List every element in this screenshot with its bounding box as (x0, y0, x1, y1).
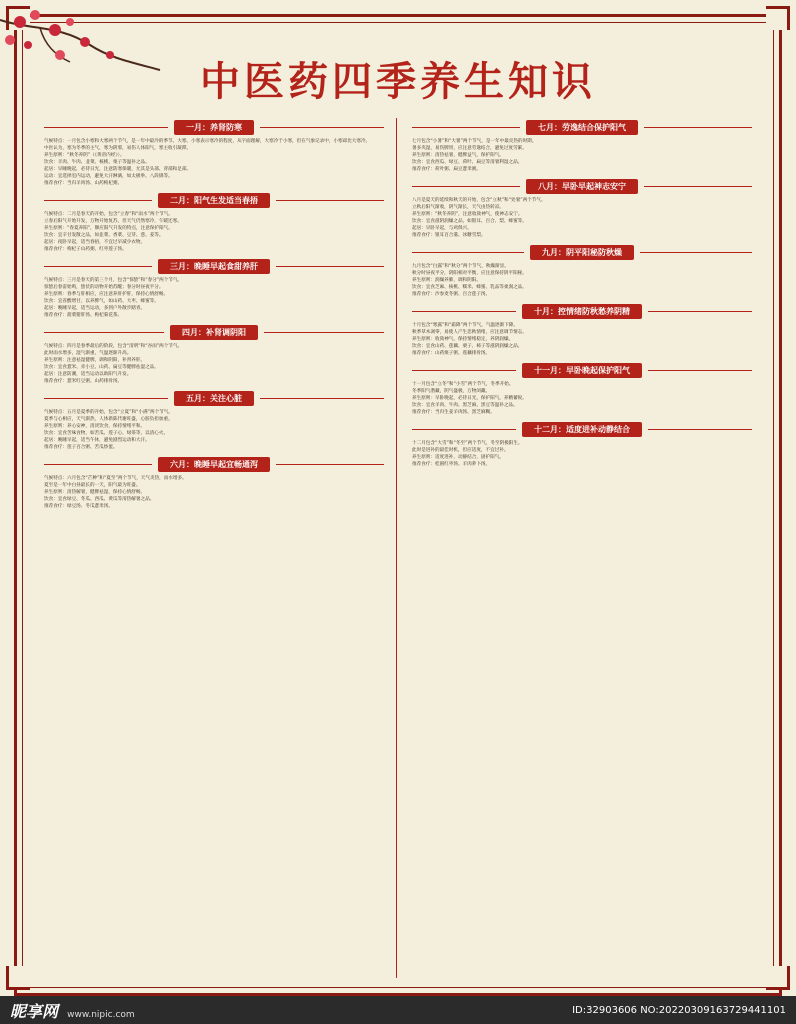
section-heading-row (44, 457, 384, 472)
heading-rule (264, 332, 384, 333)
section-paragraph: 饮食：宜食苦味食物，如苦瓜、莲子心、绿茶等，以清心火。 (44, 431, 169, 436)
section-paragraph: 运动：宜选择室内运动，避免大汗淋漓，如太极拳、八段锦等。 (44, 174, 173, 179)
section-heading: 七月：劳逸结合保护阳气 (526, 120, 638, 135)
heading-rule (276, 200, 384, 201)
section-paragraph: 冬季阳气潜藏，阴气盛极，万物闭藏。 (412, 389, 491, 394)
heading-rule (44, 200, 152, 201)
section-paragraph: 养生原则：润燥养肺，调和阴阳。 (412, 278, 481, 283)
heading-rule (648, 429, 752, 430)
section-paragraph: 惊蛰后春雷始鸣，蛰伏的动物开始苏醒；春分时昼夜平分。 (44, 285, 164, 290)
section-paragraph: 立秋后阳气渐收，阴气渐长，天气由热转凉。 (412, 205, 504, 210)
section-paragraph: 气候特点：六月包含“芒种”和“夏至”两个节气，天气炎热，雨水增多。 (44, 476, 187, 481)
heading-rule (644, 127, 752, 128)
section-heading-row (44, 325, 384, 340)
section-paragraph: 养生原则：适度进补，动静结合，固护阳气。 (412, 455, 504, 460)
heading-rule (44, 127, 168, 128)
footer-logo: 昵享网 (10, 1001, 59, 1021)
section-paragraph: 十一月包含“立冬”和“小雪”两个节气，冬季开始。 (412, 382, 514, 387)
section-heading: 三月：晚睡早起食甜养肝 (158, 259, 270, 274)
heading-rule (648, 370, 752, 371)
month-section (44, 457, 384, 510)
section-paragraph: 养生原则：养心安神，清淡饮食，保持情绪平和。 (44, 424, 146, 429)
section-heading-row (44, 259, 384, 274)
section-paragraph: 推荐食疗：绿豆汤、冬瓜薏米汤。 (44, 504, 113, 509)
heading-rule (644, 186, 752, 187)
section-paragraph: 养生原则：收敛神气，保持情绪稳定，养阴润燥。 (412, 337, 514, 342)
section-paragraph: 推荐食疗：菠菜猪肝汤、枸杞菊花茶。 (44, 313, 123, 318)
section-paragraph: 养生原则：注意祛湿健脾，调和阴阳，补肾养肝。 (44, 358, 146, 363)
section-paragraph: 推荐食疗：沙参麦冬粥、百合莲子汤。 (412, 292, 491, 297)
section-paragraph: 养生原则：清热祛暑，健脾益气，保护阳气。 (412, 153, 504, 158)
watermark-footer (0, 996, 796, 1024)
page-title: 中医药四季养生知识 (200, 58, 596, 105)
section-paragraph: 饮食：宜食薏米、赤小豆、山药、扁豆等健脾祛湿之品。 (44, 365, 159, 370)
section-paragraph: 夏季与心相应，天气渐热，人体新陈代谢旺盛，心脏负担加重。 (44, 417, 173, 422)
section-heading: 十一月：早卧晚起保护阳气 (522, 363, 642, 378)
section-paragraph: 养生原则：“秋冬养阴”，注意收敛神气，使神志安宁。 (412, 212, 523, 217)
footer-logo-group (10, 999, 135, 1022)
heading-rule (276, 464, 384, 465)
section-heading-row (412, 304, 752, 319)
section-heading: 五月：关注心脏 (174, 391, 254, 406)
month-section (412, 422, 752, 468)
heading-rule (412, 252, 524, 253)
section-heading: 六月：晚睡早起宜畅通泻 (158, 457, 270, 472)
section-heading-row (412, 422, 752, 437)
section-heading: 十月：控情绪防秋愁养阴精 (522, 304, 642, 319)
section-paragraph: 此时是进补的最佳时机，但应适度，不宜过补。 (412, 448, 509, 453)
month-section (44, 259, 384, 319)
right-column (412, 118, 752, 474)
section-paragraph: 秋分时昼夜平分，阴阳相对平衡，应注意保持阴平阳秘。 (412, 271, 527, 276)
section-paragraph: 养生原则：清热解暑，健脾祛湿，保持心情舒畅。 (44, 490, 146, 495)
heading-rule (276, 266, 384, 267)
section-paragraph: 饮食：宜食羊肉、牛肉、黑芝麻、黑豆等温补之品。 (412, 403, 518, 408)
month-section (412, 120, 752, 173)
heading-rule (260, 398, 384, 399)
section-paragraph: 推荐食疗：银耳百合羹、冰糖雪梨。 (412, 233, 486, 238)
corner-ornament (6, 966, 30, 990)
section-paragraph: 十月包含“寒露”和“霜降”两个节气，气温逐渐下降。 (412, 323, 518, 328)
section-heading: 一月：养肾防寒 (174, 120, 254, 135)
section-paragraph: 起居：早卧早起，与鸡俱兴。 (412, 226, 472, 231)
section-paragraph: 气候特点：五月是夏季的开始，包含“立夏”和“小满”两个节气。 (44, 410, 173, 415)
heading-rule (44, 266, 152, 267)
month-section (44, 120, 384, 187)
section-heading: 二月：阳气生发适当春捂 (158, 193, 270, 208)
section-paragraph: 饮食：宜食西瓜、绿豆、荷叶、扁豆等清暑利湿之品。 (412, 160, 523, 165)
heading-rule (412, 429, 516, 430)
corner-ornament (766, 966, 790, 990)
section-paragraph: 推荐食疗：当归羊肉汤、山药枸杞粥。 (44, 181, 123, 186)
month-section (412, 363, 752, 416)
section-paragraph: 推荐食疗：桂圆红枣汤、羊肉萝卜汤。 (412, 462, 491, 467)
section-heading-row (412, 120, 752, 135)
section-heading: 四月：补肾调阴阳 (170, 325, 258, 340)
section-paragraph: 饮食：宜食山药、莲藕、栗子、柿子等滋阴润燥之品。 (412, 344, 523, 349)
section-paragraph: 起居：早睡晚起，必待日光，注意防寒保暖，尤其是头部、背部和足部。 (44, 167, 192, 172)
heading-rule (648, 311, 752, 312)
footer-logo-sub: www.nipic.com (67, 1009, 135, 1020)
heading-rule (412, 127, 520, 128)
section-paragraph: 推荐食疗：当归生姜羊肉汤、黑芝麻糊。 (412, 410, 495, 415)
heading-rule (412, 311, 516, 312)
section-paragraph: 八月是夏天的延续和秋天的开始，包含“立秋”和“处暑”两个节气。 (412, 198, 546, 203)
heading-rule (44, 398, 168, 399)
section-paragraph: 推荐食疗：山药栗子粥、莲藕排骨汤。 (412, 351, 491, 356)
section-paragraph: 起居：晚睡早起，适当午休，避免剧烈运动和大汗。 (44, 438, 150, 443)
month-section (44, 193, 384, 253)
column-divider (396, 118, 397, 978)
section-paragraph: 九月包含“白露”和“秋分”两个节气，秋燥渐显。 (412, 264, 509, 269)
section-paragraph: 起居：夜卧早起，适当春捂，不宜过早减少衣物。 (44, 240, 146, 245)
section-paragraph: 推荐食疗：枸杞子山药粥、红枣莲子汤。 (44, 247, 127, 252)
section-paragraph: 饮食：宜省酸增甘，以养脾气，如山药、大枣、蜂蜜等。 (44, 299, 159, 304)
section-paragraph: 立春后阳气开始升发，万物开始复苏，但天气仍然寒冷，乍暖还寒。 (44, 219, 182, 224)
section-paragraph: 饮食：宜辛甘发散之品，如韭菜、香菜、豆芽、葱、姜等。 (44, 233, 164, 238)
section-heading-row (412, 245, 752, 260)
section-heading-row (44, 391, 384, 406)
heading-rule (44, 332, 164, 333)
section-paragraph: 中医认为，寒为冬季的主气，寒为阴邪，易伤人体阳气，寒主收引凝滞。 (44, 146, 192, 151)
section-paragraph: 秋季草木凋零，易使人产生悲秋情绪，应注意调节情志。 (412, 330, 527, 335)
left-column (44, 118, 384, 516)
month-section (412, 179, 752, 239)
section-heading: 九月：阴平阳秘防秋燥 (530, 245, 634, 260)
heading-rule (412, 186, 520, 187)
section-heading: 十二月：适度进补动静结合 (522, 422, 642, 437)
heading-rule (260, 127, 384, 128)
section-paragraph: 此时雨水增多，湿气渐重，气温逐渐升高。 (44, 351, 132, 356)
section-paragraph: 气候特点：二月是春天的开始，包含“立春”和“雨水”两个节气。 (44, 212, 173, 217)
heading-rule (44, 464, 152, 465)
section-paragraph: 夏至是一年中白昼最长的一天，阳气最为旺盛。 (44, 483, 141, 488)
section-paragraph: 十二月包含“大雪”和“冬至”两个节气，冬至阴极阳生。 (412, 441, 523, 446)
month-section (44, 325, 384, 385)
section-heading-row (44, 120, 384, 135)
section-heading-row (44, 193, 384, 208)
heading-rule (640, 252, 752, 253)
section-paragraph: 气候特点：一月包含小寒和大寒两个节气，是一年中最冷的季节。大寒、小寒表示寒冷的程度，从字面理解，大寒冷于小寒，但在气象记录中，小寒却比大寒冷。 (44, 139, 371, 144)
section-paragraph: 七月包含“小暑”和“大暑”两个节气，是一年中最炎热的时期。 (412, 139, 537, 144)
footer-id: ID:32903606 NO:20220309163729441101 (572, 1004, 786, 1016)
corner-ornament (766, 6, 790, 30)
month-section (412, 245, 752, 298)
section-heading: 八月：早卧早起神志安宁 (526, 179, 638, 194)
section-paragraph: 饮食：宜食滋阴润燥之品，如银耳、百合、梨、蜂蜜等。 (412, 219, 527, 224)
section-paragraph: 气候特点：三月是春天的第三个月，包含“惊蛰”和“春分”两个节气。 (44, 278, 183, 283)
section-paragraph: 饮食：宜食芝麻、核桃、糯米、蜂蜜、乳品等柔润之品。 (412, 285, 527, 290)
section-paragraph: 推荐食疗：莲子百合粥、苦瓜炒蛋。 (44, 445, 118, 450)
section-heading-row (412, 363, 752, 378)
section-paragraph: 暑多夹湿，易伤脾胃，应注意劳逸结合，避免过度劳累。 (412, 146, 527, 151)
section-paragraph: 养生原则：早卧晚起，必待日光，保护阳气，养精蓄锐。 (412, 396, 527, 401)
section-paragraph: 起居：注意防潮，适当运动以助阳气升发。 (44, 372, 132, 377)
section-paragraph: 饮食：羊肉、牛肉、韭菜、核桃、栗子等温补之品。 (44, 160, 150, 165)
section-heading-row (412, 179, 752, 194)
section-paragraph: 养生原则：春季与肝相应，应注意养肝护肝，保持心情舒畅。 (44, 292, 169, 297)
section-paragraph: 养生原则：“春夏养阳”，顺应阳气升发的特点，注意保护阳气。 (44, 226, 173, 231)
month-section (412, 304, 752, 357)
section-paragraph: 推荐食疗：薏米红豆粥、山药排骨汤。 (44, 379, 123, 384)
heading-rule (412, 370, 516, 371)
section-paragraph: 气候特点：四月是春季最后的阶段，包含“清明”和“谷雨”两个节气。 (44, 344, 183, 349)
section-paragraph: 推荐食疗：荷叶粥、扁豆薏米粥。 (412, 167, 481, 172)
section-paragraph: 养生原则：“秋冬养阴”（《黄帝内经》）。 (44, 153, 125, 158)
section-paragraph: 饮食：宜食绿豆、冬瓜、西瓜、黄瓜等清热解暑之品。 (44, 497, 155, 502)
section-paragraph: 起居：晚睡早起，适当运动，多到户外散步踏青。 (44, 306, 146, 311)
month-section (44, 391, 384, 451)
